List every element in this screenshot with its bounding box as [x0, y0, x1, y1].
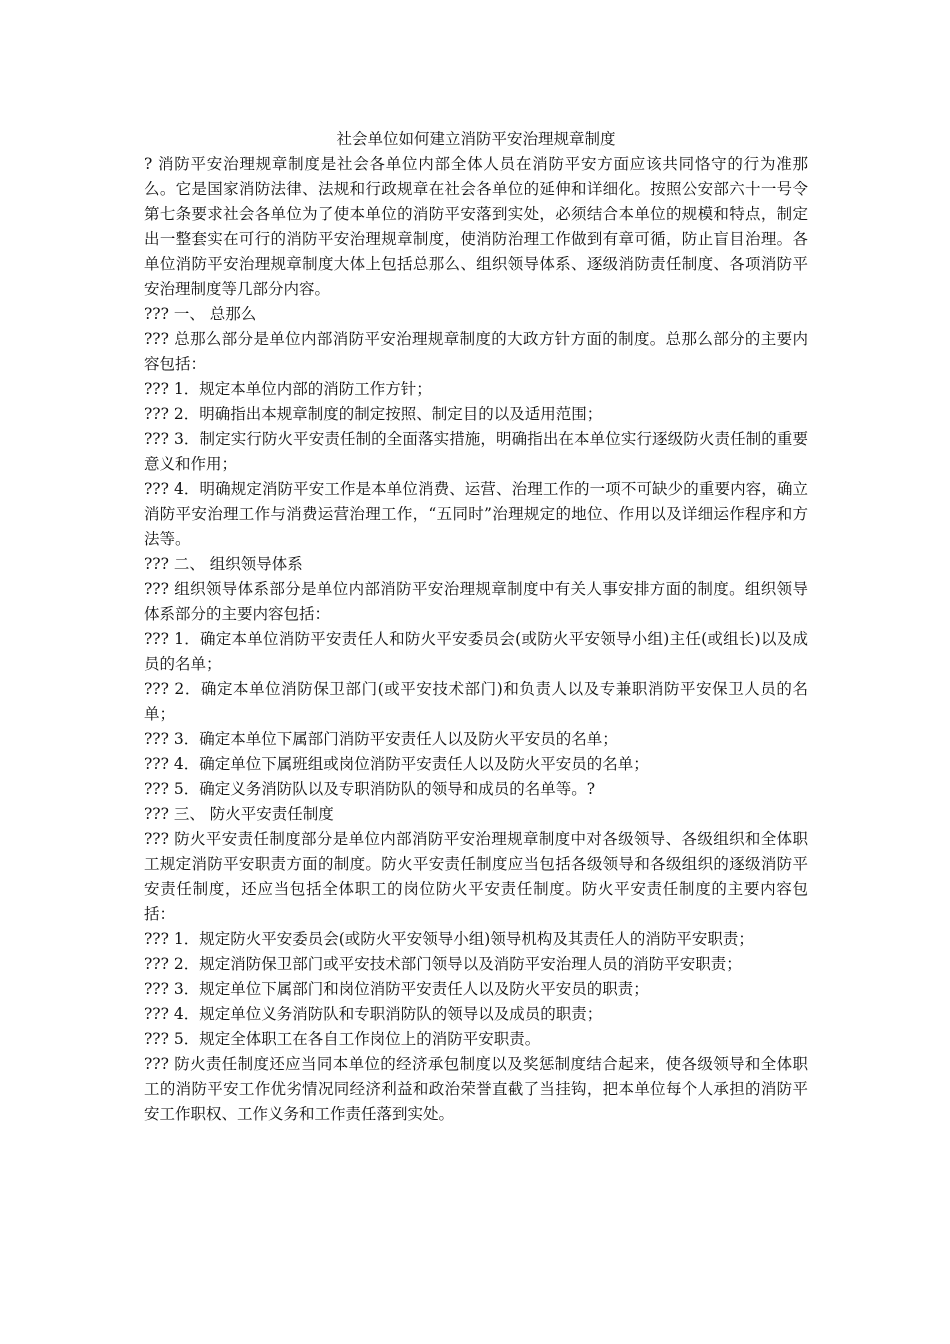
list-item: ??? 2．确定本单位消防保卫部门(或平安技术部门)和负责人以及专兼职消防平安保卫人员的名单；: [144, 680, 808, 723]
list-item: ??? 4．明确规定消防平安工作是本单位消费、运营、治理工作的一项不可缺少的重要内容，确立消防平安治理工作与消费运营治理工作，“五同时”治理规定的地位、作用以及详细运作程序和方法等。: [144, 480, 808, 548]
paragraph-intro: ? 消防平安治理规章制度是社会各单位内部全体人员在消防平安方面应该共同恪守的行为准那么。它是国家消防法律、法规和行政规章在社会各单位的延伸和详细化。按照公安部六十一号令第七条要求社会各单位为了使本单位的消防平安落到实处，必须结合本单位的规模和特点，制定出一整套实在可行的消防平安治理规章制度，使消防治理工作做到有章可循，防止盲目治理。各单位消防平安治理规章制度大体上包括总那么、组织领导体系、逐级消防责任制度、各项消防平安治理制度等几部分内容。: [144, 155, 808, 298]
list-item: ??? 1．确定本单位消防平安责任人和防火平安委员会(或防火平安领导小组)主任(或组长)以及成员的名单；: [144, 630, 808, 673]
section-heading-responsibility: ??? 三、 防火平安责任制度: [144, 805, 334, 823]
paragraph-closing: ??? 防火责任制度还应当同本单位的经济承包制度以及奖惩制度结合起来，使各级领导和全体职工的消防平安工作优劣情况同经济利益和政治荣誉直截了当挂钩，把本单位每个人承担的消防平安工作职权、工作义务和工作责任落到实处。: [144, 1055, 808, 1123]
section-heading-organization: ??? 二、 组织领导体系: [144, 555, 303, 573]
list-item: ??? 1．规定本单位内部的消防工作方针；: [144, 380, 432, 398]
list-item: ??? 2．规定消防保卫部门或平安技术部门领导以及消防平安治理人员的消防平安职责；: [144, 955, 742, 973]
paragraph: ??? 组织领导体系部分是单位内部消防平安治理规章制度中有关人事安排方面的制度。组织领导体系部分的主要内容包括：: [144, 580, 808, 623]
document-body: [144, 127, 808, 1127]
list-item: ??? 1．规定防火平安委员会(或防火平安领导小组)领导机构及其责任人的消防平安职责；: [144, 930, 754, 948]
section-heading-general: ??? 一、 总那么: [144, 305, 257, 323]
paragraph: ??? 总那么部分是单位内部消防平安治理规章制度的大政方针方面的制度。总那么部分的主要内容包括：: [144, 330, 808, 373]
list-item: ??? 3．确定本单位下属部门消防平安责任人以及防火平安员的名单；: [144, 730, 618, 748]
list-item: ??? 5．确定义务消防队以及专职消防队的领导和成员的名单等。?: [144, 780, 596, 798]
list-item: ??? 2．明确指出本规章制度的制定按照、制定目的以及适用范围；: [144, 405, 603, 423]
paragraph: ??? 防火平安责任制度部分是单位内部消防平安治理规章制度中对各级领导、各级组织和全体职工规定消防平安职责方面的制度。防火平安责任制度应当包括各级领导和各级组织的逐级消防平安责任制度，还应当包括全体职工的岗位防火平安责任制度。防火平安责任制度的主要内容包括：: [144, 830, 808, 923]
list-item: ??? 5．规定全体职工在各自工作岗位上的消防平安职责。: [144, 1030, 541, 1048]
list-item: ??? 4．规定单位义务消防队和专职消防队的领导以及成员的职责；: [144, 1005, 603, 1023]
list-item: ??? 3．制定实行防火平安责任制的全面落实措施，明确指出在本单位实行逐级防火责任制的重要意义和作用；: [144, 430, 808, 473]
list-item: ??? 4．确定单位下属班组或岗位消防平安责任人以及防火平安员的名单；: [144, 755, 649, 773]
list-item: ??? 3．规定单位下属部门和岗位消防平安责任人以及防火平安员的职责；: [144, 980, 649, 998]
document-title: 社会单位如何建立消防平安治理规章制度: [336, 130, 616, 148]
